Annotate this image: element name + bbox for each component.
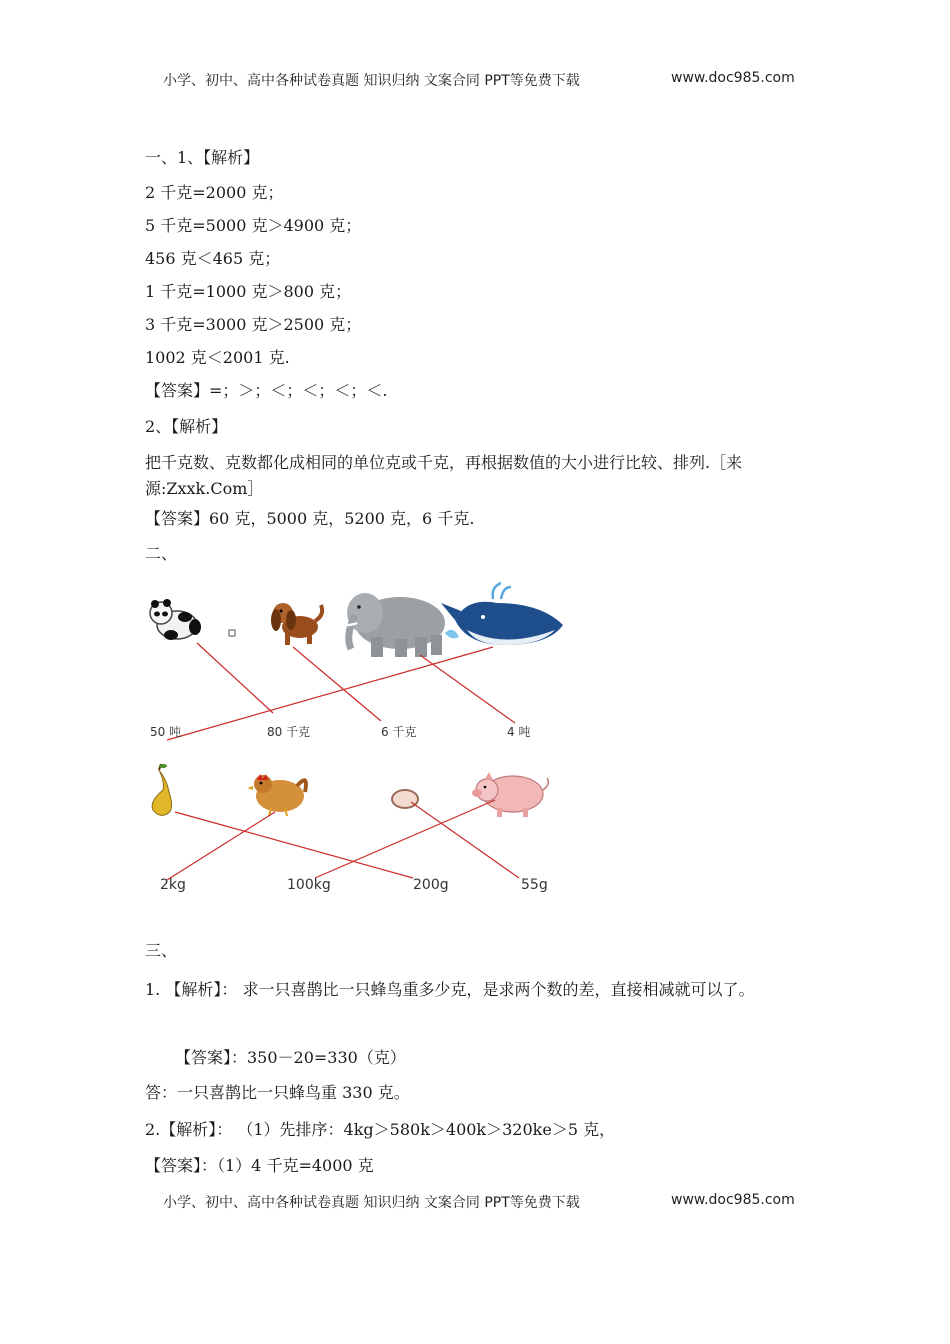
weight-label-200g: 200g bbox=[413, 877, 449, 893]
matching-figure-2 bbox=[145, 762, 575, 897]
hen-icon bbox=[247, 774, 306, 816]
weight-label-80kg: 80 千克 bbox=[267, 725, 311, 739]
calc-line-4: 1 千克=1000 克＞800 克； bbox=[145, 282, 352, 301]
panda-icon bbox=[150, 599, 201, 640]
elephant-icon bbox=[341, 593, 445, 657]
s3-q2-answer: 【答案】：（1）4 千克=4000 克 bbox=[145, 1156, 374, 1175]
page-header bbox=[163, 70, 803, 96]
weight-label-2kg: 2kg bbox=[160, 877, 186, 893]
s3-q1-reply: 答：一只喜鹊比一只蜂鸟重 330 克。 bbox=[145, 1083, 410, 1102]
q2-answer: 【答案】60 克，5000 克，5200 克，6 千克. bbox=[145, 509, 475, 528]
calc-line-5: 3 千克=3000 克＞2500 克； bbox=[145, 315, 362, 334]
header-site: www.doc985.com bbox=[671, 70, 795, 86]
matching-figure-1 bbox=[145, 575, 575, 750]
weight-label-6kg: 6 千克 bbox=[381, 725, 417, 739]
dog-icon bbox=[271, 603, 322, 645]
small-square-icon bbox=[229, 630, 235, 636]
calc-line-3: 456 克＜465 克； bbox=[145, 249, 281, 268]
pear-icon bbox=[152, 764, 171, 815]
footer-text: 小学、初中、高中各种试卷真题 知识归纳 文案合同 PPT等免费下载 bbox=[163, 1195, 580, 1211]
weight-label-4t: 4 吨 bbox=[507, 725, 531, 739]
s3-q2-analysis: 2.【解析】： （1）先排序：4kg＞580k＞400k＞320ke＞5 克， bbox=[145, 1120, 616, 1139]
page-footer bbox=[163, 1192, 803, 1218]
whale-icon bbox=[441, 583, 563, 645]
section3-title: 三、 bbox=[145, 941, 178, 960]
q2-title: 2、【解析】 bbox=[145, 417, 228, 436]
s3-q1-analysis: 1. 【解析】： 求一只喜鹊比一只蜂鸟重多少克，是求两个数的差，直接相减就可以了。 bbox=[145, 980, 755, 999]
answer-1: 【答案】=；＞；＜；＜；＜；＜. bbox=[145, 381, 388, 400]
egg-icon bbox=[392, 790, 418, 808]
section1-title: 一、1、【解析】 bbox=[145, 148, 260, 167]
weight-label-50t: 50 吨 bbox=[150, 725, 182, 739]
pig-icon bbox=[472, 772, 548, 817]
calc-line-2: 5 千克=5000 克＞4900 克； bbox=[145, 216, 362, 235]
footer-site: www.doc985.com bbox=[671, 1192, 795, 1208]
s3-q1-answer: 【答案】：350－20=330（克） bbox=[175, 1048, 406, 1067]
weight-label-100kg: 100kg bbox=[287, 877, 331, 893]
calc-line-1: 2 千克=2000 克； bbox=[145, 183, 284, 202]
header-text: 小学、初中、高中各种试卷真题 知识归纳 文案合同 PPT等免费下载 bbox=[163, 73, 580, 89]
calc-line-6: 1002 克＜2001 克. bbox=[145, 348, 290, 367]
weight-label-55g: 55g bbox=[521, 877, 548, 893]
section2-title: 二、 bbox=[145, 544, 178, 563]
q2-analysis: 把千克数、克数都化成相同的单位克或千克，再根据数值的大小进行比较、排列.［来源:Zxxk.Com］ bbox=[145, 453, 743, 498]
